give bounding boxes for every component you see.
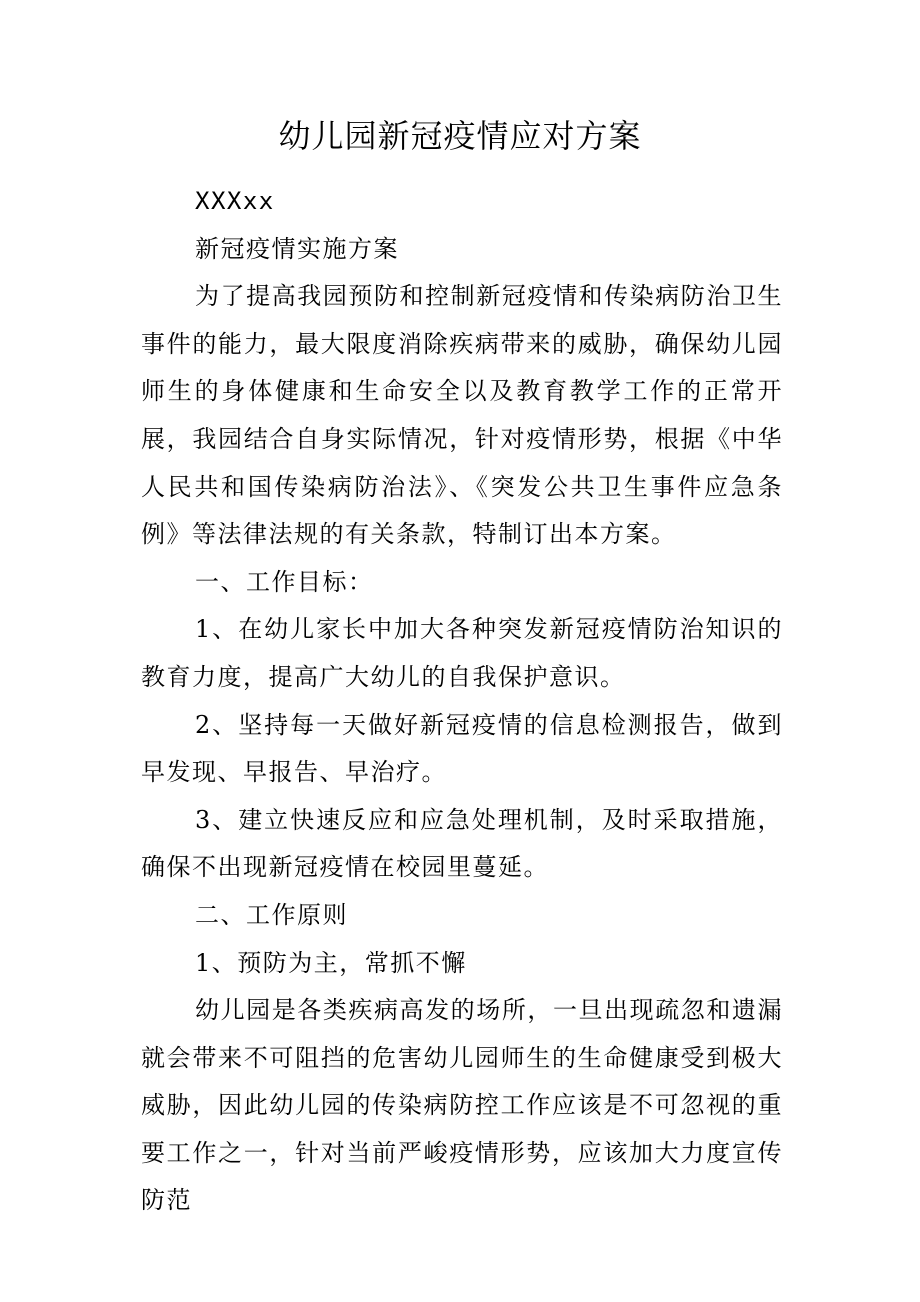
principle-item-1: 1、预防为主，常抓不懈 bbox=[195, 948, 467, 977]
document-body bbox=[141, 178, 783, 1225]
heading-work-principles: 二、工作原则 bbox=[195, 900, 348, 929]
goal-item-3: 3、建立快速反应和应急处理机制，及时采取措施，确保不出现新冠疫情在校园里蔓延。 bbox=[141, 805, 783, 882]
paragraph-subtitle: 新冠疫情实施方案 bbox=[195, 234, 399, 263]
paragraph-principle-detail: 幼儿园是各类疾病高发的场所，一旦出现疏忽和遗漏就会带来不可阻挡的危害幼儿园师生的生命健康受到极大威胁，因此幼儿园的传染病防控工作应该是不可忽视的重要工作之一，针对当前严峻疫情形势，应该加大力度宣传防范 bbox=[141, 996, 783, 1215]
goal-item-1: 1、在幼儿家长中加大各种突发新冠疫情防治知识的教育力度，提高广大幼儿的自我保护意识。 bbox=[141, 615, 783, 691]
document-title: 幼儿园新冠疫情应对方案 bbox=[278, 117, 642, 155]
paragraph-intro: 为了提高我园预防和控制新冠疫情和传染病防治卫生事件的能力，最大限度消除疾病带来的威胁，确保幼儿园师生的身体健康和生命安全以及教育教学工作的正常开展，我园结合自身实际情况，针对疫情形势，根据《中华人民共和国传染病防治法》、《突发公共卫生事件应急条例》等法律法规的有关条款，特制订出本方案。 bbox=[141, 282, 783, 549]
paragraph-author: XXXxx bbox=[195, 187, 275, 215]
heading-work-goals: 一、工作目标： bbox=[195, 567, 374, 596]
goal-item-2: 2、坚持每一天做好新冠疫情的信息检测报告，做到早发现、早报告、早治疗。 bbox=[141, 710, 783, 787]
